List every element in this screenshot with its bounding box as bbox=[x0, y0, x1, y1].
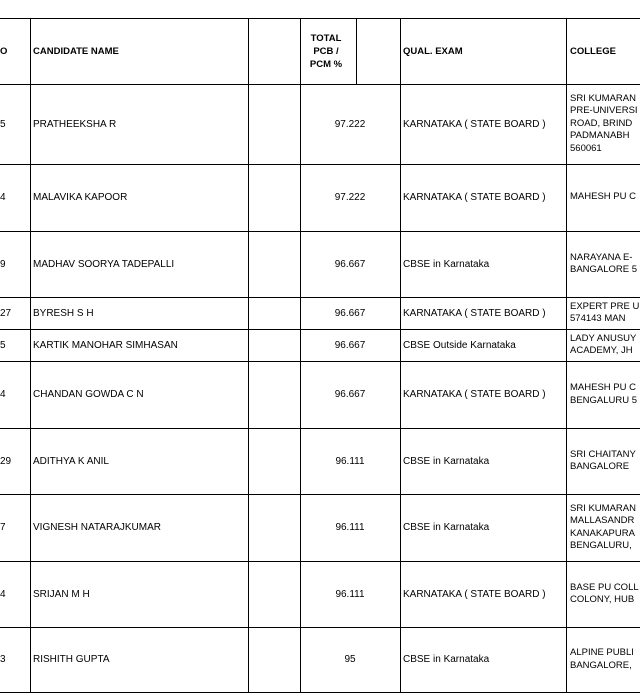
column-border bbox=[356, 18, 357, 84]
qual-exam: KARNATAKA ( STATE BOARD ) bbox=[403, 118, 546, 130]
college-name bbox=[569, 84, 640, 164]
college-line: NARAYANA E- bbox=[570, 251, 633, 263]
college-name bbox=[569, 494, 640, 561]
college-line: EXPERT PRE U bbox=[570, 300, 640, 312]
row-no: 27 bbox=[0, 307, 12, 319]
total-pct: 96.667 bbox=[334, 258, 366, 270]
header-total-pct bbox=[300, 18, 352, 84]
college-line: SRI KUMARAN bbox=[570, 502, 636, 514]
college-name bbox=[569, 561, 640, 627]
college-line: BANGALORE, bbox=[570, 659, 632, 671]
qual-exam: CBSE in Karnataka bbox=[403, 654, 490, 665]
college-line: MAHESH PU C bbox=[570, 191, 636, 203]
total-pct: 96.667 bbox=[334, 339, 366, 351]
college-line: KANAKAPURA bbox=[570, 527, 635, 539]
college-line: BANGALORE 5 bbox=[570, 264, 638, 275]
header-candidate-name: CANDIDATE NAME bbox=[33, 45, 119, 57]
qual-exam: KARNATAKA ( STATE BOARD ) bbox=[403, 307, 546, 319]
college-line: ALPINE PUBLI bbox=[570, 647, 634, 658]
college-line: BASE PU COLL bbox=[570, 581, 639, 593]
qual-exam: CBSE in Karnataka bbox=[403, 258, 490, 270]
candidate-name: MADHAV SOORYA TADEPALLI bbox=[33, 258, 175, 270]
college-line: MALLASANDR bbox=[570, 515, 635, 526]
candidate-name: BYRESH S H bbox=[33, 307, 94, 319]
college-line: MAHESH PU C bbox=[570, 382, 636, 393]
college-line: 574143 MAN bbox=[570, 313, 626, 324]
college-name bbox=[569, 231, 640, 297]
candidate-name: MALAVIKA KAPOOR bbox=[33, 192, 128, 203]
qual-exam: KARNATAKA ( STATE BOARD ) bbox=[403, 192, 546, 203]
column-border bbox=[400, 18, 401, 693]
college-line: PADMANABH bbox=[570, 130, 630, 142]
row-no: 29 bbox=[0, 455, 12, 467]
candidate-name: SRIJAN M H bbox=[33, 588, 90, 600]
qual-exam: CBSE Outside Karnataka bbox=[403, 339, 516, 351]
college-line: ROAD, BRIND bbox=[570, 117, 633, 129]
candidate-name: PRATHEEKSHA R bbox=[33, 118, 117, 130]
header-total-line2: PCB / bbox=[313, 45, 339, 57]
qual-exam: CBSE in Karnataka bbox=[403, 522, 490, 533]
row-no: 3 bbox=[0, 654, 6, 665]
row-no: 4 bbox=[0, 389, 6, 400]
candidate-name: ADITHYA K ANIL bbox=[33, 455, 109, 467]
total-pct: 96.667 bbox=[334, 307, 366, 319]
college-name bbox=[569, 329, 640, 361]
college-line: PRE-UNIVERSI bbox=[570, 105, 638, 117]
total-pct: 96.111 bbox=[335, 588, 365, 600]
header-college: COLLEGE bbox=[570, 45, 616, 57]
college-line: BENGALURU 5 bbox=[570, 394, 638, 406]
row-no: 5 bbox=[0, 118, 6, 130]
candidate-name: CHANDAN GOWDA C N bbox=[33, 389, 144, 400]
college-name bbox=[569, 361, 640, 428]
college-line: BANGALORE bbox=[570, 461, 630, 472]
candidate-name: VIGNESH NATARAJKUMAR bbox=[33, 522, 161, 533]
row-border bbox=[0, 692, 640, 693]
college-line: 560061 bbox=[570, 142, 602, 154]
college-name bbox=[569, 428, 640, 494]
row-no: 9 bbox=[0, 258, 6, 270]
candidate-name: KARTIK MANOHAR SIMHASAN bbox=[33, 339, 178, 351]
college-name bbox=[569, 627, 640, 692]
row-no: 5 bbox=[0, 339, 6, 351]
total-pct: 96.667 bbox=[334, 389, 366, 400]
row-no: 4 bbox=[0, 192, 6, 203]
total-pct: 97.222 bbox=[334, 118, 366, 130]
total-pct: 97.222 bbox=[334, 192, 366, 203]
college-line: ACADEMY, JH bbox=[570, 345, 633, 356]
qual-exam: CBSE in Karnataka bbox=[403, 455, 490, 467]
header-qual-exam: QUAL. EXAM bbox=[403, 45, 463, 57]
total-pct: 95 bbox=[344, 654, 356, 665]
header-total-line3: PCM % bbox=[309, 58, 343, 70]
college-line: SRI CHAITANY bbox=[570, 448, 636, 460]
total-pct: 96.111 bbox=[335, 522, 365, 533]
total-pct: 96.111 bbox=[335, 455, 365, 467]
candidate-name: RISHITH GUPTA bbox=[33, 654, 110, 665]
qual-exam: KARNATAKA ( STATE BOARD ) bbox=[403, 389, 546, 400]
row-no: 4 bbox=[0, 588, 6, 600]
college-name bbox=[569, 164, 640, 231]
header-no: O bbox=[0, 45, 8, 57]
column-border bbox=[30, 18, 31, 693]
header-total-line1: TOTAL bbox=[310, 32, 342, 44]
college-line: SRI KUMARAN bbox=[570, 92, 636, 104]
college-line: LADY ANUSUY bbox=[570, 332, 637, 344]
college-line: BENGALURU, bbox=[570, 540, 632, 551]
college-name bbox=[569, 297, 640, 329]
column-border bbox=[566, 18, 567, 693]
qual-exam: KARNATAKA ( STATE BOARD ) bbox=[403, 588, 546, 600]
column-border bbox=[248, 18, 249, 693]
college-line: COLONY, HUB bbox=[570, 594, 635, 605]
row-no: 7 bbox=[0, 522, 6, 533]
